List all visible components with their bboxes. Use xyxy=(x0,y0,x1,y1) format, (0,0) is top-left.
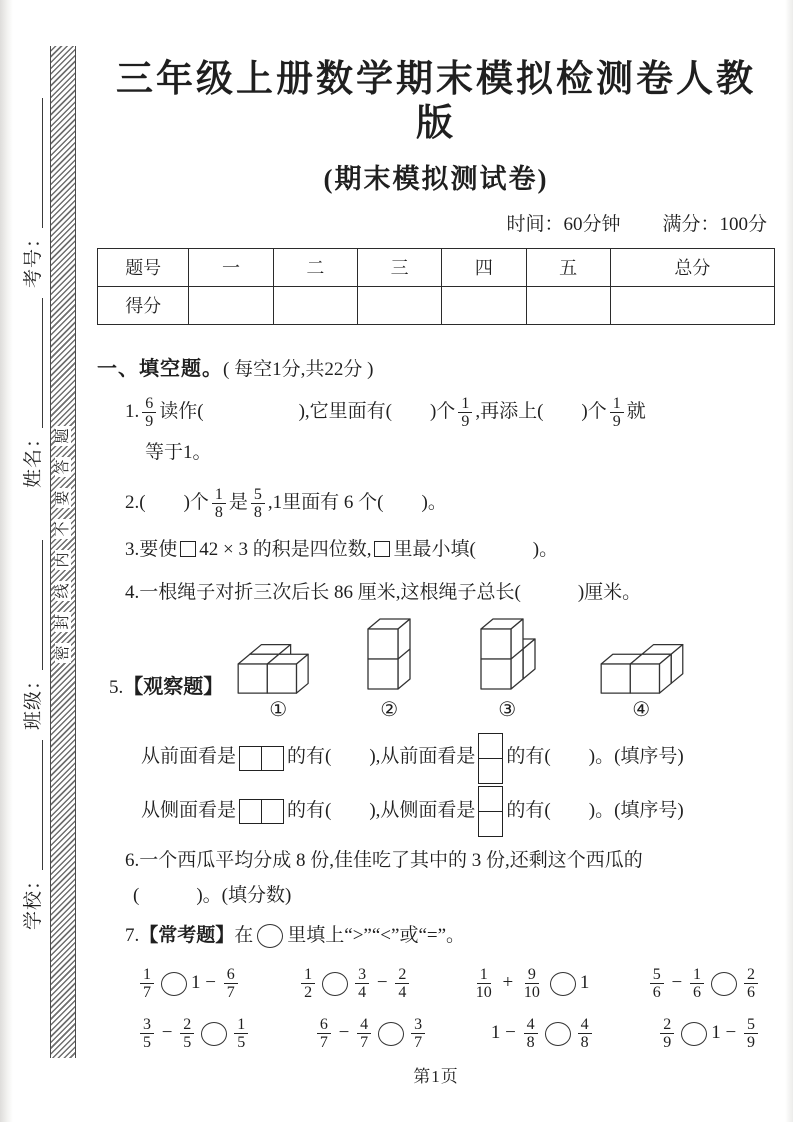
comparison-item: 1 − $\frac{4}{8}$ $\frac{4}{8}$ xyxy=(491,1015,595,1053)
comparison-circle xyxy=(711,972,737,996)
score-table-cell: 题号 xyxy=(98,248,189,286)
section-1-heading xyxy=(97,352,775,381)
seal-line-text xyxy=(50,428,76,661)
fraction: $\frac{2}{5}$ xyxy=(180,1016,194,1052)
cube-figure-3 xyxy=(476,616,538,722)
scan-edge-right xyxy=(785,0,793,1122)
question-7-comparison-row-1 xyxy=(97,965,775,1003)
fraction: $\frac{1}{8}$ xyxy=(212,486,226,522)
question-2: 2.( )个 $\frac{1}{8}$ 是 $\frac{5}{8}$ ,1里面有 6 个( )。 xyxy=(125,485,447,522)
exam-number-label xyxy=(21,88,43,288)
fraction: $\frac{1}{9}$ xyxy=(610,395,624,431)
question-7-heading: 7.【常考题】在 里填上“>”“<”或“=”。 xyxy=(97,922,775,950)
exam-content xyxy=(97,0,775,1052)
comparison-circle xyxy=(322,972,348,996)
two-squares-vertical xyxy=(478,733,503,784)
comparison-item: $\frac{6}{7}$ − $\frac{4}{7}$ $\frac{3}{7}$ xyxy=(314,1015,428,1053)
two-squares-horizontal xyxy=(239,799,284,824)
score-blank-cell xyxy=(610,286,774,324)
figure-label-2: ② xyxy=(380,697,399,722)
comparison-circle xyxy=(378,1022,404,1046)
class-text: 班级： xyxy=(23,669,44,730)
comparison-item: $\frac{1}{10}$ + $\frac{9}{10}$ 1 xyxy=(470,965,590,1003)
comparison-item: $\frac{3}{5}$ − $\frac{2}{5}$ $\frac{1}{5}$ xyxy=(137,1015,251,1053)
exam-meta xyxy=(97,209,775,236)
score-blank-cell xyxy=(189,286,273,324)
fraction: $\frac{1}{7}$ xyxy=(140,966,154,1002)
fraction: $\frac{1}{6}$ xyxy=(690,966,704,1002)
blank-box xyxy=(180,541,196,557)
comparison-circle xyxy=(257,924,283,948)
exam-number-text: 考号： xyxy=(23,227,44,288)
name-label xyxy=(21,288,43,488)
bold-tag: 【观察题】 xyxy=(123,676,224,699)
seal-char: 封 xyxy=(55,612,71,632)
score-blank-cell xyxy=(357,286,441,324)
comparison-item: $\frac{5}{6}$ − $\frac{1}{6}$ $\frac{2}{6}$ xyxy=(647,965,761,1003)
question-5-side-view-line: 从侧面看是 的有( ),从侧面看是 的有( )。(填序号) xyxy=(97,797,775,825)
question-5-label: 5.【观察题】 xyxy=(109,676,224,699)
school-label xyxy=(21,730,43,930)
score-table-cell: 二 xyxy=(273,248,357,286)
question-6-line-2: ( )。(填分数) xyxy=(133,885,292,907)
full-score: 满分：100分 xyxy=(662,213,767,235)
name-text: 姓名： xyxy=(23,427,44,488)
fraction: $\frac{1}{9}$ xyxy=(458,395,472,431)
fraction: $\frac{4}{7}$ xyxy=(357,1016,371,1052)
comparison-circle xyxy=(545,1022,571,1046)
score-table-cell: 总分 xyxy=(610,248,774,286)
score-row-label: 得分 xyxy=(98,286,189,324)
page-subtitle: (期末模拟测试卷) xyxy=(323,163,549,194)
cube-drawing-1 xyxy=(233,630,323,698)
seal-char: 答 xyxy=(55,457,71,477)
cube-figure-2 xyxy=(363,616,415,722)
fraction: $\frac{6}{7}$ xyxy=(224,966,238,1002)
fraction: $\frac{5}{6}$ xyxy=(650,966,664,1002)
cube-drawing-4 xyxy=(596,630,686,698)
score-table-header-row xyxy=(98,248,775,286)
question-7-comparison-row-2 xyxy=(97,1015,775,1053)
fraction: $\frac{2}{9}$ xyxy=(660,1016,674,1052)
fraction: $\frac{3}{7}$ xyxy=(411,1016,425,1052)
name-blank xyxy=(37,298,43,428)
fraction: $\frac{2}{4}$ xyxy=(395,966,409,1002)
question-5-front-view-line: 从前面看是 的有( ),从前面看是 的有( )。(填序号) xyxy=(97,743,775,771)
figure-label-1: ① xyxy=(269,697,288,722)
question-4: 4.一根绳子对折三次后长 86 厘米,这根绳子总长( )厘米。 xyxy=(125,581,642,603)
fraction: $\frac{9}{10}$ xyxy=(523,966,540,1002)
class-label xyxy=(21,530,43,730)
two-squares-vertical xyxy=(478,786,503,837)
score-blank-cell xyxy=(442,286,526,324)
seal-char: 线 xyxy=(55,581,71,601)
question-5 xyxy=(97,616,775,722)
seal-char: 不 xyxy=(55,519,71,539)
comparison-circle xyxy=(681,1022,707,1046)
section-1-note: ( 每空1分,共22分 ) xyxy=(223,358,374,380)
fraction: $\frac{1}{5}$ xyxy=(234,1016,248,1052)
fraction: $\frac{5}{9}$ xyxy=(744,1016,758,1052)
score-table-score-row xyxy=(98,286,775,324)
cube-drawing-3 xyxy=(476,616,538,698)
figure-label-4: ④ xyxy=(632,697,651,722)
fraction: $\frac{3}{4}$ xyxy=(355,966,369,1002)
seal-char: 题 xyxy=(55,426,71,446)
comparison-circle xyxy=(161,972,187,996)
school-blank xyxy=(37,740,43,870)
cube-figure-1 xyxy=(233,630,323,722)
question-6-line-1: 6.一个西瓜平均分成 8 份,佳佳吃了其中的 3 份,还剩这个西瓜的 xyxy=(125,849,643,871)
question-3: 3.要使 42 × 3 的积是四位数, 里最小填( )。 xyxy=(125,539,559,561)
score-table-cell: 四 xyxy=(442,248,526,286)
exam-number-blank xyxy=(37,98,43,228)
class-blank xyxy=(37,540,43,670)
seal-char: 内 xyxy=(55,550,71,570)
question-1-line-1: 1. $\frac{6}{9}$ 读作( ),它里面有( )个 $\frac{1}{9}$ ,再添上( )个 $\frac{1}{9}$ 就 xyxy=(125,394,646,431)
fraction: $\frac{1}{10}$ xyxy=(475,966,492,1002)
section-1-title: 一、填空题。 xyxy=(97,357,223,380)
comparison-item: $\frac{2}{9}$ 1 − $\frac{5}{9}$ xyxy=(657,1015,761,1053)
score-table-cell: 一 xyxy=(189,248,273,286)
score-blank-cell xyxy=(273,286,357,324)
cube-drawing-2 xyxy=(363,616,415,698)
question-1-line-2: 等于1。 xyxy=(145,442,212,464)
seal-margin xyxy=(0,0,96,1122)
page-number: 第1页 xyxy=(413,1067,459,1086)
score-table xyxy=(97,248,775,325)
fraction: $\frac{6}{7}$ xyxy=(317,1016,331,1052)
comparison-circle xyxy=(201,1022,227,1046)
figure-label-3: ③ xyxy=(498,697,517,722)
fraction: $\frac{4}{8}$ xyxy=(578,1016,592,1052)
comparison-item: $\frac{1}{2}$ $\frac{3}{4}$ − $\frac{2}{4}$ xyxy=(298,965,412,1003)
comparison-item: $\frac{1}{7}$ 1 − $\frac{6}{7}$ xyxy=(137,965,241,1003)
comparison-circle xyxy=(550,972,576,996)
page-title: 三年级上册数学期末模拟检测卷人教版 xyxy=(116,59,756,145)
score-table-cell: 五 xyxy=(526,248,610,286)
seal-char: 要 xyxy=(55,488,71,508)
fraction: $\frac{5}{8}$ xyxy=(251,486,265,522)
school-text: 学校： xyxy=(23,869,44,930)
fraction: $\frac{3}{5}$ xyxy=(140,1016,154,1052)
blank-box xyxy=(374,541,390,557)
seal-char: 密 xyxy=(55,643,71,663)
score-blank-cell xyxy=(526,286,610,324)
fraction: $\frac{1}{2}$ xyxy=(301,966,315,1002)
two-squares-horizontal xyxy=(239,746,284,771)
cube-figure-4 xyxy=(596,630,686,722)
fraction: $\frac{6}{9}$ xyxy=(142,395,156,431)
fraction: $\frac{2}{6}$ xyxy=(744,966,758,1002)
time-limit: 时间：60分钟 xyxy=(506,213,621,235)
bold-tag: 【常考题】 xyxy=(139,924,235,946)
score-table-cell: 三 xyxy=(357,248,441,286)
fraction: $\frac{4}{8}$ xyxy=(524,1016,538,1052)
